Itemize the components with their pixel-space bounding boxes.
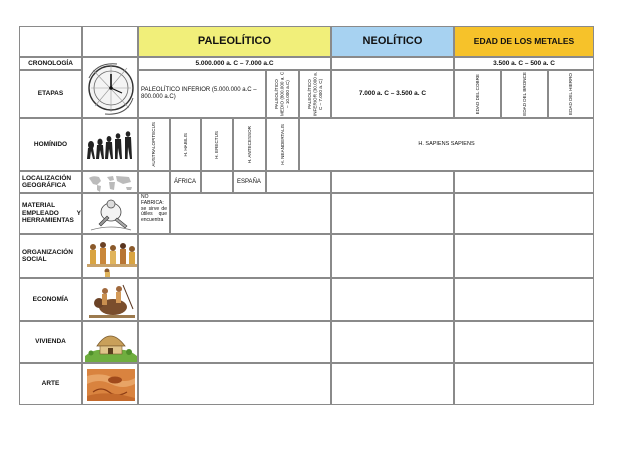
material-empty-2 bbox=[331, 193, 454, 234]
vivienda-paleolitico bbox=[138, 321, 331, 363]
hominido-neanderthalis: H. NEANDERTALIS bbox=[266, 118, 299, 171]
hominido-sapiens: H. SAPIENS SAPIENS bbox=[299, 118, 594, 171]
world-map-icon bbox=[82, 171, 138, 193]
hominido-australopitecus: AUSTRALOPITECUS bbox=[138, 118, 170, 171]
hominido-erectus: H. ERECTUS bbox=[201, 118, 233, 171]
row-label-hominido: HOMÍNIDO bbox=[19, 118, 82, 171]
row-label-etapas: ETAPAS bbox=[19, 70, 82, 118]
hominido-antecessor: H. ANTECESSOR bbox=[233, 118, 266, 171]
hunting-icon bbox=[82, 278, 138, 321]
row-label-vivienda: VIVIENDA bbox=[19, 321, 82, 363]
organizacion-paleolitico bbox=[138, 234, 331, 278]
hut-icon bbox=[82, 321, 138, 363]
loc-africa: ÁFRICA bbox=[170, 171, 201, 193]
etapa-paleolitico-inferior: PALEOLÍTICO INFERIOR (5.000.000 a.C – 800.000 a.C) bbox=[138, 70, 266, 118]
vivienda-neolitico bbox=[331, 321, 454, 363]
loc-empty-2 bbox=[201, 171, 233, 193]
row-label-localizacion: LOCALIZACIÓN GEOGRÁFICA bbox=[19, 171, 82, 193]
evolution-icon bbox=[82, 118, 138, 171]
cronologia-paleolitico: 5.000.000 a. C – 7.000 a.C bbox=[138, 57, 331, 70]
row-label-organizacion: ORGANIZACIÓN SOCIAL bbox=[19, 234, 82, 278]
loc-empty-5 bbox=[454, 171, 594, 193]
row-label-material: MATERIAL EMPLEADO Y HERRAMIENTAS bbox=[19, 193, 82, 234]
etapa-bronce: EDAD DEL BRONCE bbox=[501, 70, 548, 118]
hominido-habilis: H. HABILIS bbox=[170, 118, 201, 171]
row-label-cronologia: CRONOLOGÍA bbox=[19, 57, 82, 70]
vivienda-metales bbox=[454, 321, 594, 363]
row-label-economia: ECONOMÍA bbox=[19, 278, 82, 321]
material-empty-3 bbox=[454, 193, 594, 234]
etapa-neolitico: 7.000 a. C – 3.500 a. C bbox=[331, 70, 454, 118]
arte-neolitico bbox=[331, 363, 454, 405]
material-note: NO FABRICA: se sirve de útiles que encuentra bbox=[138, 193, 170, 234]
arte-paleolitico bbox=[138, 363, 331, 405]
economia-neolitico bbox=[331, 278, 454, 321]
organizacion-neolitico bbox=[331, 234, 454, 278]
cave-painting-icon bbox=[82, 363, 138, 405]
economia-paleolitico bbox=[138, 278, 331, 321]
header-paleolitico: PALEOLÍTICO bbox=[138, 26, 331, 57]
loc-espana: ESPAÑA bbox=[233, 171, 266, 193]
header-metales: EDAD DE LOS METALES bbox=[454, 26, 594, 57]
etapa-hierro: EDAD DEL HIERRO bbox=[548, 70, 594, 118]
etapa-paleolitico-superior: PALEOLÍTICO INFERIOR (30.000 a. C – 7.000 a. C) bbox=[299, 70, 331, 118]
corner-cell bbox=[19, 26, 82, 57]
tools-icon bbox=[82, 193, 138, 234]
cronologia-metales: 3.500 a. C – 500 a. C bbox=[454, 57, 594, 70]
header-neolitico: NEOLÍTICO bbox=[331, 26, 454, 57]
clock-icon bbox=[82, 57, 138, 118]
corner-image-cell bbox=[82, 26, 138, 57]
material-empty-1 bbox=[170, 193, 331, 234]
economia-metales bbox=[454, 278, 594, 321]
cronologia-neolitico bbox=[331, 57, 454, 70]
loc-empty-3 bbox=[266, 171, 331, 193]
tribe-icon bbox=[82, 234, 138, 278]
row-label-arte: ARTE bbox=[19, 363, 82, 405]
etapa-paleolitico-medio: PALEOLÍTICO MEDIO (800.000 a. C – 10.000 a.C) bbox=[266, 70, 299, 118]
arte-metales bbox=[454, 363, 594, 405]
organizacion-metales bbox=[454, 234, 594, 278]
loc-empty-4 bbox=[331, 171, 454, 193]
etapa-cobre: EDAD DEL COBRE bbox=[454, 70, 501, 118]
loc-empty-1 bbox=[138, 171, 170, 193]
